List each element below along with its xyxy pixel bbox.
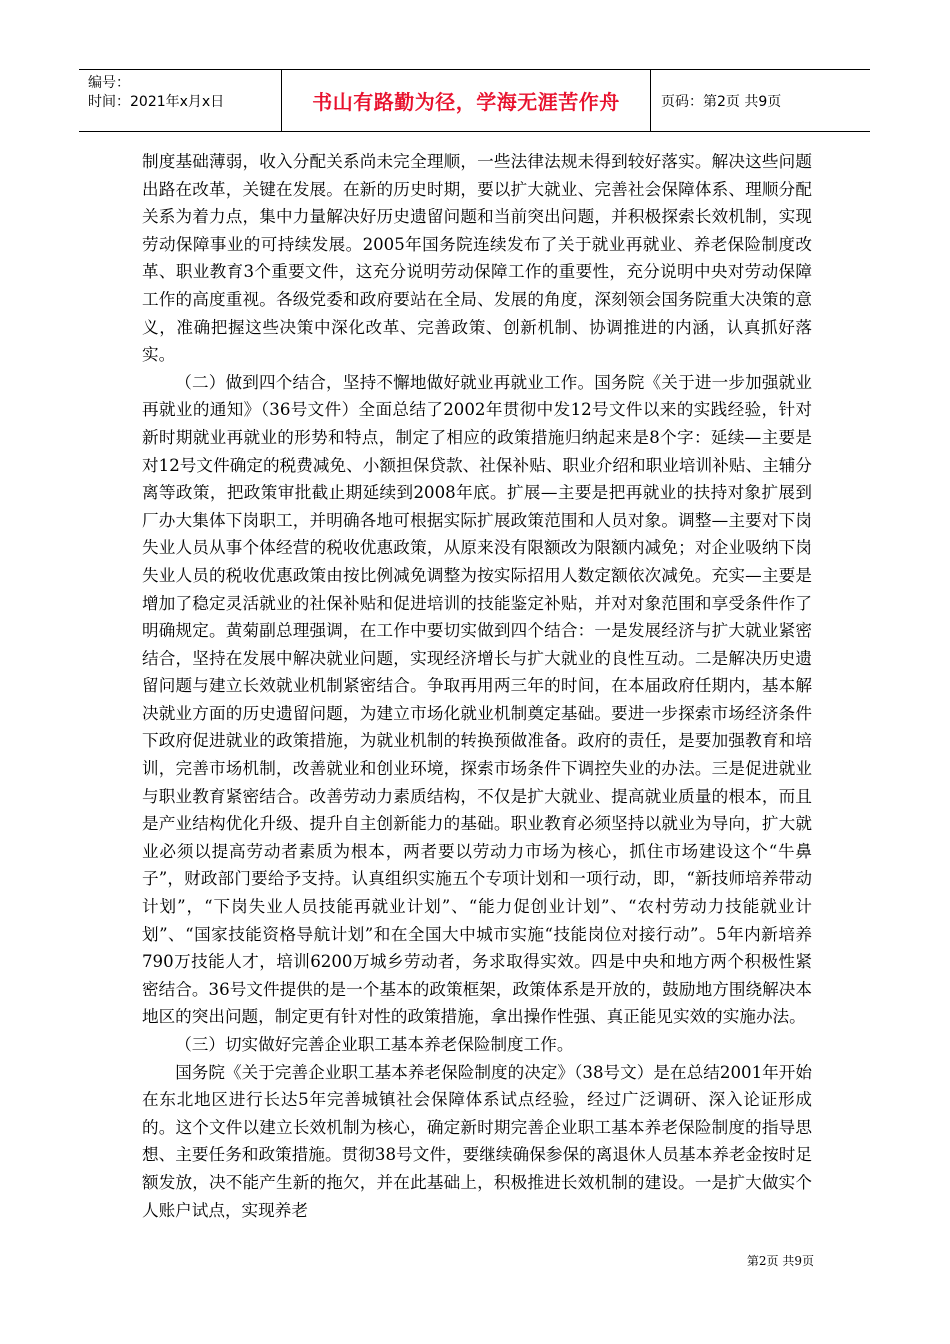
header-motto: 书山有路勤为径，学海无涯苦作舟 bbox=[282, 70, 651, 131]
paragraph-employment: （二）做到四个结合，坚持不懈地做好就业再就业工作。国务院《关于进一步加强就业再就业的通知》（36号文件）全面总结了2002年贯彻中发12号文件以来的实践经验，针对新时期就业再就业的形势和特点，制定了相应的政策措施归纳起来是8个字：延续—主要是对12号文件确定的税费减免、小额担保贷款、社保补贴、职业介绍和职业培训补贴、主辅分离等政策，把政策审批截止期延续到2008年底。扩展—主要是把再就业的扶持对象扩展到厂办大集体下岗职工，并明确各地可根据实际扩展政策范围和人员对象。调整—主要对下岗失业人员从事个体经营的税收优惠政策，从原来没有限额改为限额内减免；对企业吸纳下岗失业人员的税收优惠政策由按比例减免调整为按实际招用人数定额依次减免。充实—主要是增加了稳定灵活就业的社保补贴和促进培训的技能鉴定补贴，并对对象范围和享受条件作了明确规定。黄菊副总理强调，在工作中要切实做到四个结合：一是发展经济与扩大就业紧密结合，坚持在发展中解决就业问题，实现经济增长与扩大就业的良性互动。二是解决历史遗留问题与建立长效就业机制紧密结合。争取再用两三年的时间，在本届政府任期内，基本解决就业方面的历史遗留问题，为建立市场化就业机制奠定基础。要进一步探索市场经济条件下政府促进就业的政策措施，为就业机制的转换预做准备。政府的责任，是要加强教育和培训，完善市场机制，改善就业和创业环境，探索市场条件下调控失业的办法。三是促进就业与职业教育紧密结合。改善劳动力素质结构，不仅是扩大就业、提高就业质量的根本，而且是产业结构优化升级、提升自主创新能力的基础。职业教育必须坚持以就业为导向，扩大就业必须以提高劳动者素质为根本，两者要以劳动力市场为核心，抓住市场建设这个“牛鼻子”，财政部门要给予支持。认真组织实施五个专项计划和一项行动，即，“新技师培养带动计划”，“下岗失业人员技能再就业计划”、“能力促创业计划”、“农村劳动力技能就业计划”、“国家技能资格导航计划”和在全国大中城市实施“技能岗位对接行动”。5年内新培养790万技能人才，培训6200万城乡劳动者，务求取得实效。四是中央和地方两个积极性紧密结合。36号文件提供的是一个基本的政策框架，政策体系是开放的，鼓励地方围绕解决本地区的突出问题，制定更有针对性的政策措施，拿出操作性强、真正能见实效的实施办法。 bbox=[142, 372, 812, 1027]
document-number-label: 编号： bbox=[88, 75, 130, 91]
header-meta bbox=[79, 70, 282, 131]
header-page-number: 页码：第2页 共9页 bbox=[661, 93, 782, 110]
section-heading-pension: （三）切实做好完善企业职工基本养老保险制度工作。 bbox=[175, 1035, 574, 1054]
page-footer: 第2页 共9页 bbox=[746, 1254, 814, 1268]
paragraph-pension: 国务院《关于完善企业职工基本养老保险制度的决定》（38号文）是在总结2001年开始在东北地区进行长达5年完善城镇社会保障体系试点经验，经过广泛调研、深入论证形成的。这个文件以建立长效机制为核心，确定新时期完善企业职工基本养老保险制度的指导思想、主要任务和政策措施。贯彻38号文件，要继续确保参保的离退休人员基本养老金按时足额发放，决不能产生新的拖欠，并在此基础上，积极推进长效机制的建设。一是扩大做实个人账户试点，实现养老 bbox=[142, 1062, 812, 1220]
document-body bbox=[142, 148, 812, 1224]
page-header bbox=[79, 69, 870, 132]
paragraph-continuation: 制度基础薄弱，收入分配关系尚未完全理顺，一些法律法规未得到较好落实。解决这些问题出路在改革，关键在发展。在新的历史时期，要以扩大就业、完善社会保障体系、理顺分配关系为着力点，集中力量解决好历史遗留问题和当前突出问题，并积极探索长效机制，实现劳动保障事业的可持续发展。2005年国务院连续发布了关于就业再就业、养老保险制度改革、职业教育3个重要文件，这充分说明劳动保障工作的重要性，充分说明中央对劳动保障工作的高度重视。各级党委和政府要站在全局、发展的角度，深刻领会国务院重大决策的意义，准确把握这些决策中深化改革、完善政策、创新机制、协调推进的内涵，认真抓好落实。 bbox=[142, 152, 812, 365]
document-date-label: 时间：2021年x月x日 bbox=[88, 94, 225, 110]
